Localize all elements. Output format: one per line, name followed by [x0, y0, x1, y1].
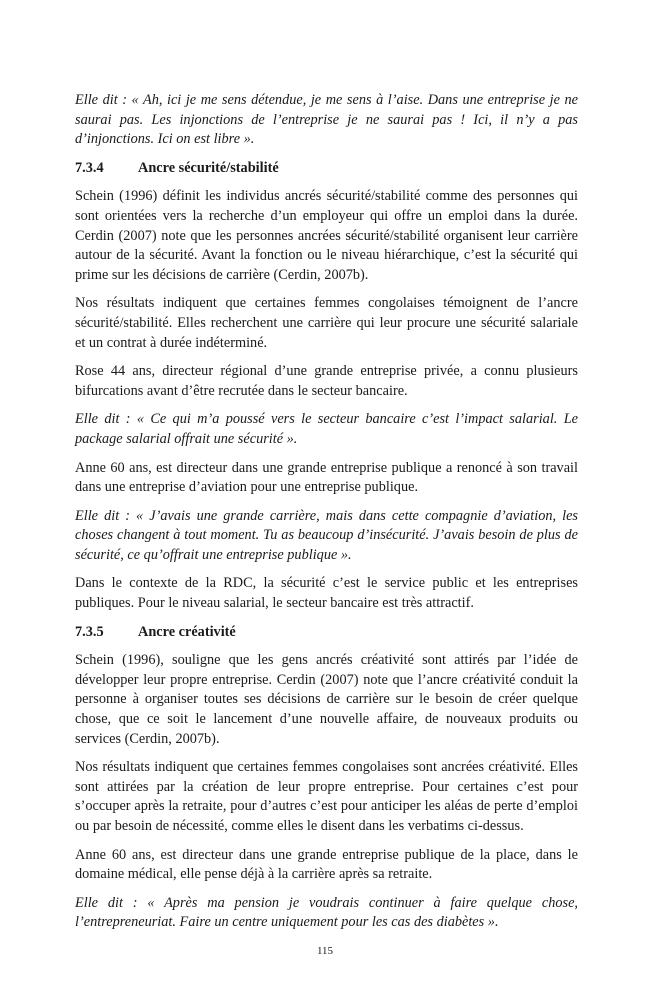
quote-paragraph: Elle dit : « J’avais une grande carrière, mais dans cette compagnie d’aviation, les choses changent à tout moment. Tu as beaucoup d’insécurité. J’avais besoin de plus de sécurité, ce qu’offrait une entreprise publique ». [75, 507, 578, 563]
body-paragraph: Anne 60 ans, est directeur dans une grande entreprise publique de la place, dans le domaine médical, elle pense déjà à la carrière après sa retraite. [75, 846, 578, 883]
body-paragraph: Anne 60 ans, est directeur dans une grande entreprise publique a renoncé à son travail dans une entreprise d’aviation pour une entreprise publique. [75, 459, 578, 496]
section-number: 7.3.4 [75, 159, 104, 176]
section-number: 7.3.5 [75, 623, 104, 640]
body-paragraph: Nos résultats indiquent que certaines femmes congolaises sont ancrées créativité. Elles sont attirées par la création de leur propre entreprise. Pour certaines c’est pour s’occuper après la retraite, pour d’autres c’est pour anticiper les aléas de perte d’emploi ou par besoin de nécessité, comme elles le disent dans les verbatims ci-dessus. [75, 759, 578, 834]
section-title: Ancre créativité [138, 623, 236, 640]
body-paragraph: Nos résultats indiquent que certaines femmes congolaises témoignent de l’ancre sécurité/stabilité. Elles recherchent une carrière qui leur procure une sécurité salariale et un contrat à durée indéterminé. [75, 295, 578, 351]
section-title: Ancre sécurité/stabilité [138, 159, 279, 176]
section-heading-7-3-4 [75, 159, 578, 179]
page-body [75, 91, 578, 942]
section-heading-7-3-5 [75, 623, 578, 643]
body-paragraph: Schein (1996), souligne que les gens ancrés créativité sont attirés par l’idée de développer leur propre entreprise. Cerdin (2007) note que l’ancre créativité conduit la personne à organiser toutes ses décisions de carrière sur le besoin de créer quelque chose, que ce soit le lancement d’une nouvelle affaire, de nouveaux produits ou services (Cerdin, 2007b). [75, 652, 578, 747]
page-number: 115 [316, 945, 334, 957]
quote-paragraph: Elle dit : « Ah, ici je me sens détendue, je me sens à l’aise. Dans une entreprise je ne saurai pas. Les injonctions de l’entreprise je ne saurai pas ! Ici, il n’y a pas d’injonctions. Ici on est libre ». [75, 92, 578, 148]
quote-paragraph: Elle dit : « Après ma pension je voudrais continuer à faire quelque chose, l’entrepreneuriat. Faire un centre uniquement pour les cas des diabètes ». [75, 894, 578, 931]
body-paragraph: Rose 44 ans, directeur régional d’une grande entreprise privée, a connu plusieurs bifurcations avant d’être recrutée dans le secteur bancaire. [75, 363, 578, 399]
quote-paragraph: Elle dit : « Ce qui m’a poussé vers le secteur bancaire c’est l’impact salarial. Le package salarial offrait une sécurité ». [75, 411, 578, 447]
body-paragraph: Dans le contexte de la RDC, la sécurité c’est le service public et les entreprises publiques. Pour le niveau salarial, le secteur bancaire est très attractif. [75, 575, 578, 612]
body-paragraph: Schein (1996) définit les individus ancrés sécurité/stabilité comme des personnes qui sont orientées vers la recherche d’un employeur qui offre un emploi dans la durée. Cerdin (2007) note que les personnes ancrées sécurité/stabilité organisent leur carrière autour de la sécurité. Avant la fonction ou le niveau hiérarchique, c’est la sécurité qui prime sur les décisions de carrière (Cerdin, 2007b). [75, 188, 578, 283]
